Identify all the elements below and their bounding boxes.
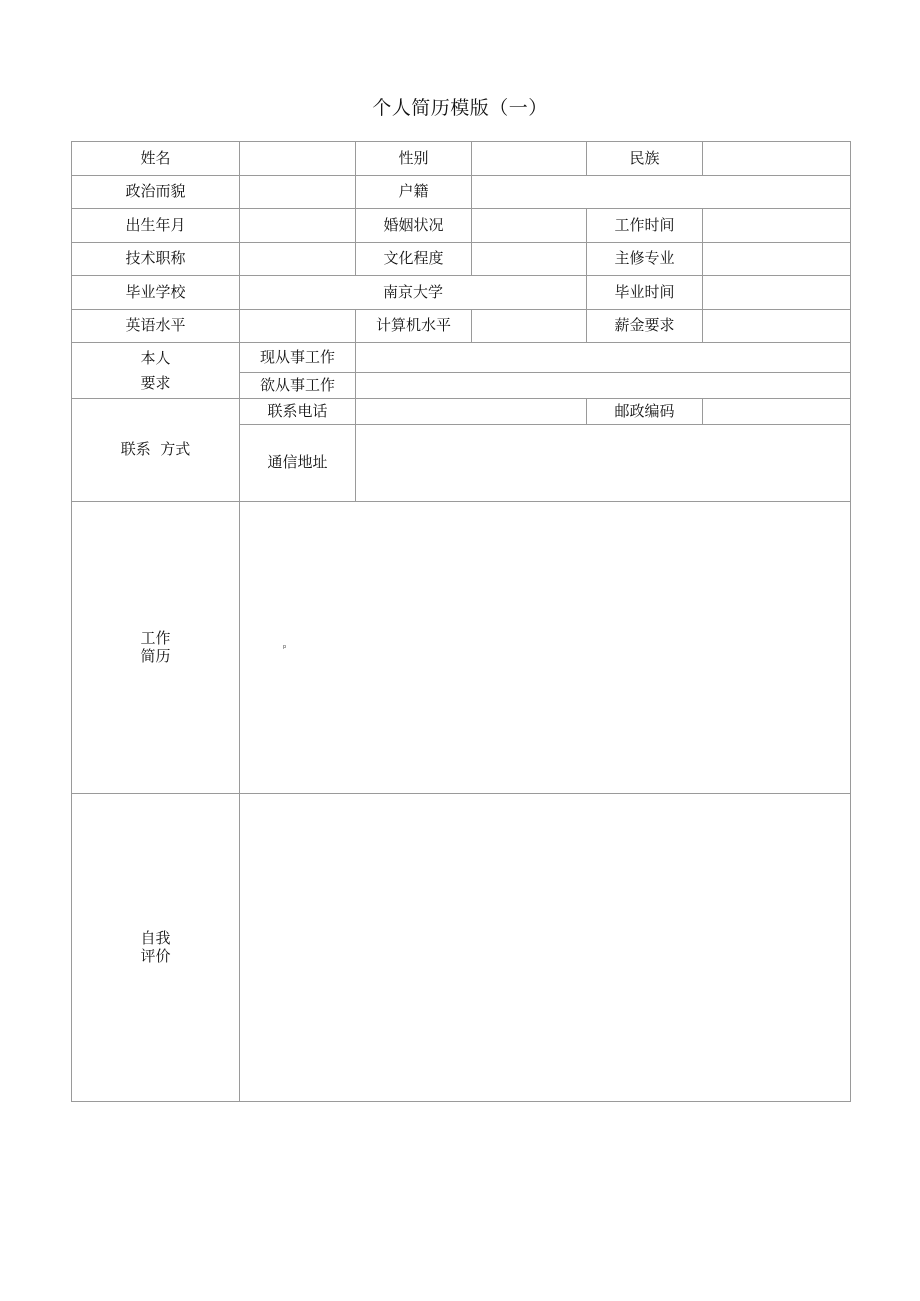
work-start-value[interactable] — [703, 209, 851, 243]
desired-job-label: 欲从事工作 — [240, 373, 356, 399]
salary-label: 薪金要求 — [587, 310, 703, 343]
graduation-label: 毕业时间 — [587, 276, 703, 310]
work-history-label: 工作 简历 — [72, 502, 240, 794]
gender-value[interactable] — [472, 142, 587, 176]
major-label: 主修专业 — [587, 243, 703, 276]
table-row — [72, 276, 851, 310]
phone-label: 联系电话 — [240, 399, 356, 425]
resume-table — [71, 141, 851, 1102]
birth-value[interactable] — [240, 209, 356, 243]
table-row — [72, 343, 851, 373]
work-history-mark: p — [283, 644, 287, 650]
table-row — [72, 399, 851, 425]
table-row — [72, 794, 851, 1102]
school-label: 毕业学校 — [72, 276, 240, 310]
contact-label: 联系 方式 — [72, 399, 240, 502]
birth-label: 出生年月 — [72, 209, 240, 243]
table-row — [72, 502, 851, 794]
table-row — [72, 176, 851, 209]
name-value[interactable] — [240, 142, 356, 176]
address-value[interactable] — [356, 425, 851, 502]
postcode-value[interactable] — [703, 399, 851, 425]
desired-job-value[interactable] — [356, 373, 851, 399]
ethnicity-value[interactable] — [703, 142, 851, 176]
school-value[interactable]: 南京大学 — [240, 276, 587, 310]
name-label: 姓名 — [72, 142, 240, 176]
postcode-label: 邮政编码 — [587, 399, 703, 425]
title-rank-label: 技术职称 — [72, 243, 240, 276]
graduation-value[interactable] — [703, 276, 851, 310]
ethnicity-label: 民族 — [587, 142, 703, 176]
table-row — [72, 310, 851, 343]
education-value[interactable] — [472, 243, 587, 276]
current-job-value[interactable] — [356, 343, 851, 373]
page-title: 个人简历模版（一） — [372, 97, 548, 119]
household-label: 户籍 — [356, 176, 472, 209]
self-evaluation-label: 自我 评价 — [72, 794, 240, 1102]
political-status-label: 政治而貌 — [72, 176, 240, 209]
english-value[interactable] — [240, 310, 356, 343]
education-label: 文化程度 — [356, 243, 472, 276]
address-label: 通信地址 — [240, 425, 356, 502]
household-value[interactable] — [472, 176, 851, 209]
current-job-label: 现从事工作 — [240, 343, 356, 373]
table-row — [72, 142, 851, 176]
title-rank-value[interactable] — [240, 243, 356, 276]
table-row — [72, 209, 851, 243]
table-row — [72, 243, 851, 276]
computer-label: 计算机水平 — [356, 310, 472, 343]
self-requirement-label: 本人 要求 — [72, 343, 240, 399]
marital-value[interactable] — [472, 209, 587, 243]
self-evaluation-value[interactable] — [240, 794, 851, 1102]
computer-value[interactable] — [472, 310, 587, 343]
work-start-label: 工作时间 — [587, 209, 703, 243]
gender-label: 性别 — [356, 142, 472, 176]
major-value[interactable] — [703, 243, 851, 276]
salary-value[interactable] — [703, 310, 851, 343]
english-label: 英语水平 — [72, 310, 240, 343]
phone-value[interactable] — [356, 399, 587, 425]
political-status-value[interactable] — [240, 176, 356, 209]
work-history-value[interactable] — [240, 502, 851, 794]
marital-label: 婚姻状况 — [356, 209, 472, 243]
